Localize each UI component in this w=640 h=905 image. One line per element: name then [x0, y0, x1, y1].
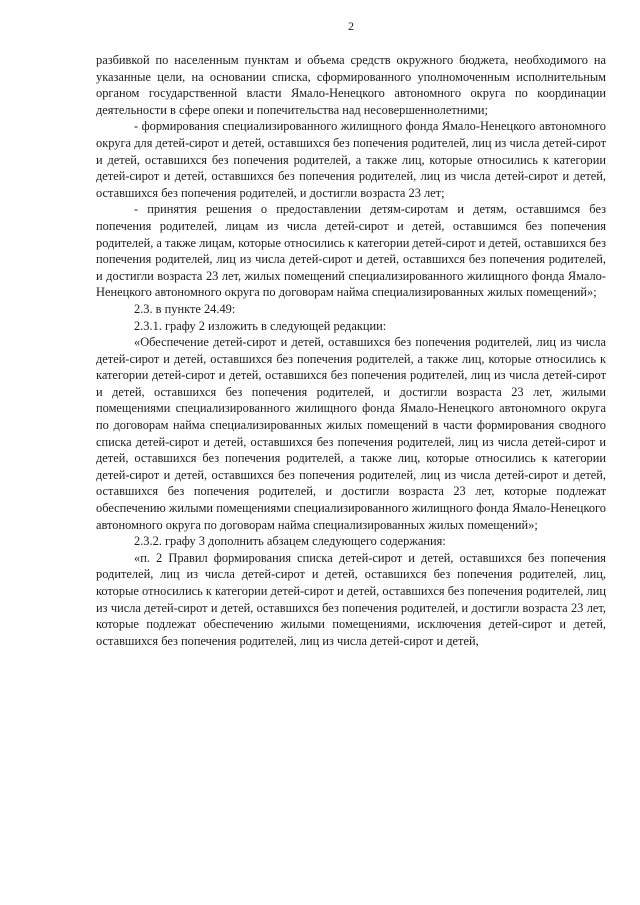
paragraph-column-2-text: «Обеспечение детей-сирот и детей, оставшихся без попечения родителей, лиц из числа детей-сирот и детей, оставшихся без попечения родителей, а также лиц, которые относились к категории детей-сирот и детей, оставшихся без попечения родителей, лиц из числа детей-сирот и детей, оставшихся без попечения родителей, и достигли возраста 23 лет, жилыми помещениями специализированного жилищного фонда Ямало-Ненецкого автономного округа по договорам найма специализированных жилых помещений в части формирования сводного списка детей-сирот и детей, оставшихся без попечения родителей, лиц из числа детей-сирот и детей, оставшихся без попечения родителей, а также лиц, которые относились к категории детей-сирот и детей, оставшихся без попечения родителей, лиц из числа детей-сирот и детей, оставшихся без попечения родителей, и достигли возраста 23 лет, которые подлежат обеспечению жилыми помещениями специализированного жилищного фонда Ямало-Ненецкого автономного округа по договорам найма специализированных жилых помещений»;: [96, 335, 606, 532]
paragraph-clause-2-3-2: 2.3.2. графу 3 дополнить абзацем следующего содержания:: [134, 534, 446, 549]
paragraph-column-3-text: «п. 2 Правил формирования списка детей-сирот и детей, оставшихся без попечения родителей, лиц из числа детей-сирот и детей, оставшихся без попечения родителей, лиц, которые относились к категории детей-сирот и детей, оставшихся без попечения родителей, лиц из числа детей-сирот и детей, оставшихся без попечения родителей, и достигли возраста 23 лет, которые подлежат обеспечению жилыми помещениями, исключения детей-сирот и детей, оставшихся без попечения родителей, лиц из числа детей-сирот и детей,: [96, 550, 606, 648]
paragraph-housing-fund: - формирования специализированного жилищного фонда Ямало-Ненецкого автономного округа для детей-сирот и детей, оставшихся без попечения родителей, лиц из числа детей-сирот и детей, оставшихся без попечения родителей, а также лиц, которые относились к категории детей-сирот и детей, оставшихся без попечения родителей, лиц из числа детей-сирот и детей, оставшихся без попечения родителей, и достигли возраста 23 лет;: [96, 119, 606, 200]
paragraph-continuation: разбивкой по населенным пунктам и объема средств окружного бюджета, необходимого на указанные цели, на основании списка, сформированного уполномоченным исполнительным органом государственной власти Ямало-Ненецкого автономного округа по координации деятельности в сфере опеки и попечительства над несовершеннолетними;: [96, 53, 606, 117]
paragraph-clause-2-3-1: 2.3.1. графу 2 изложить в следующей редакции:: [134, 318, 387, 333]
paragraph-clause-2-3: 2.3. в пункте 24.49:: [134, 301, 236, 316]
paragraph-housing-decision: - принятия решения о предоставлении детям-сиротам и детям, оставшимся без попечения родителей, лицам из числа детей-сирот и детей, оставшимся без попечения родителей, а также лицам, которые относились к категории детей-сирот и детей, оставшихся без попечения родителей, лиц из числа детей-сирот и детей, оставшихся без попечения родителей, и достигли возраста 23 лет, жилых помещений специализированного жилищного фонда Ямало-Ненецкого автономного округа по договорам найма специализированных жилых помещений»;: [96, 202, 606, 300]
page-number: 2: [348, 19, 354, 33]
document-page: [96, 18, 606, 649]
